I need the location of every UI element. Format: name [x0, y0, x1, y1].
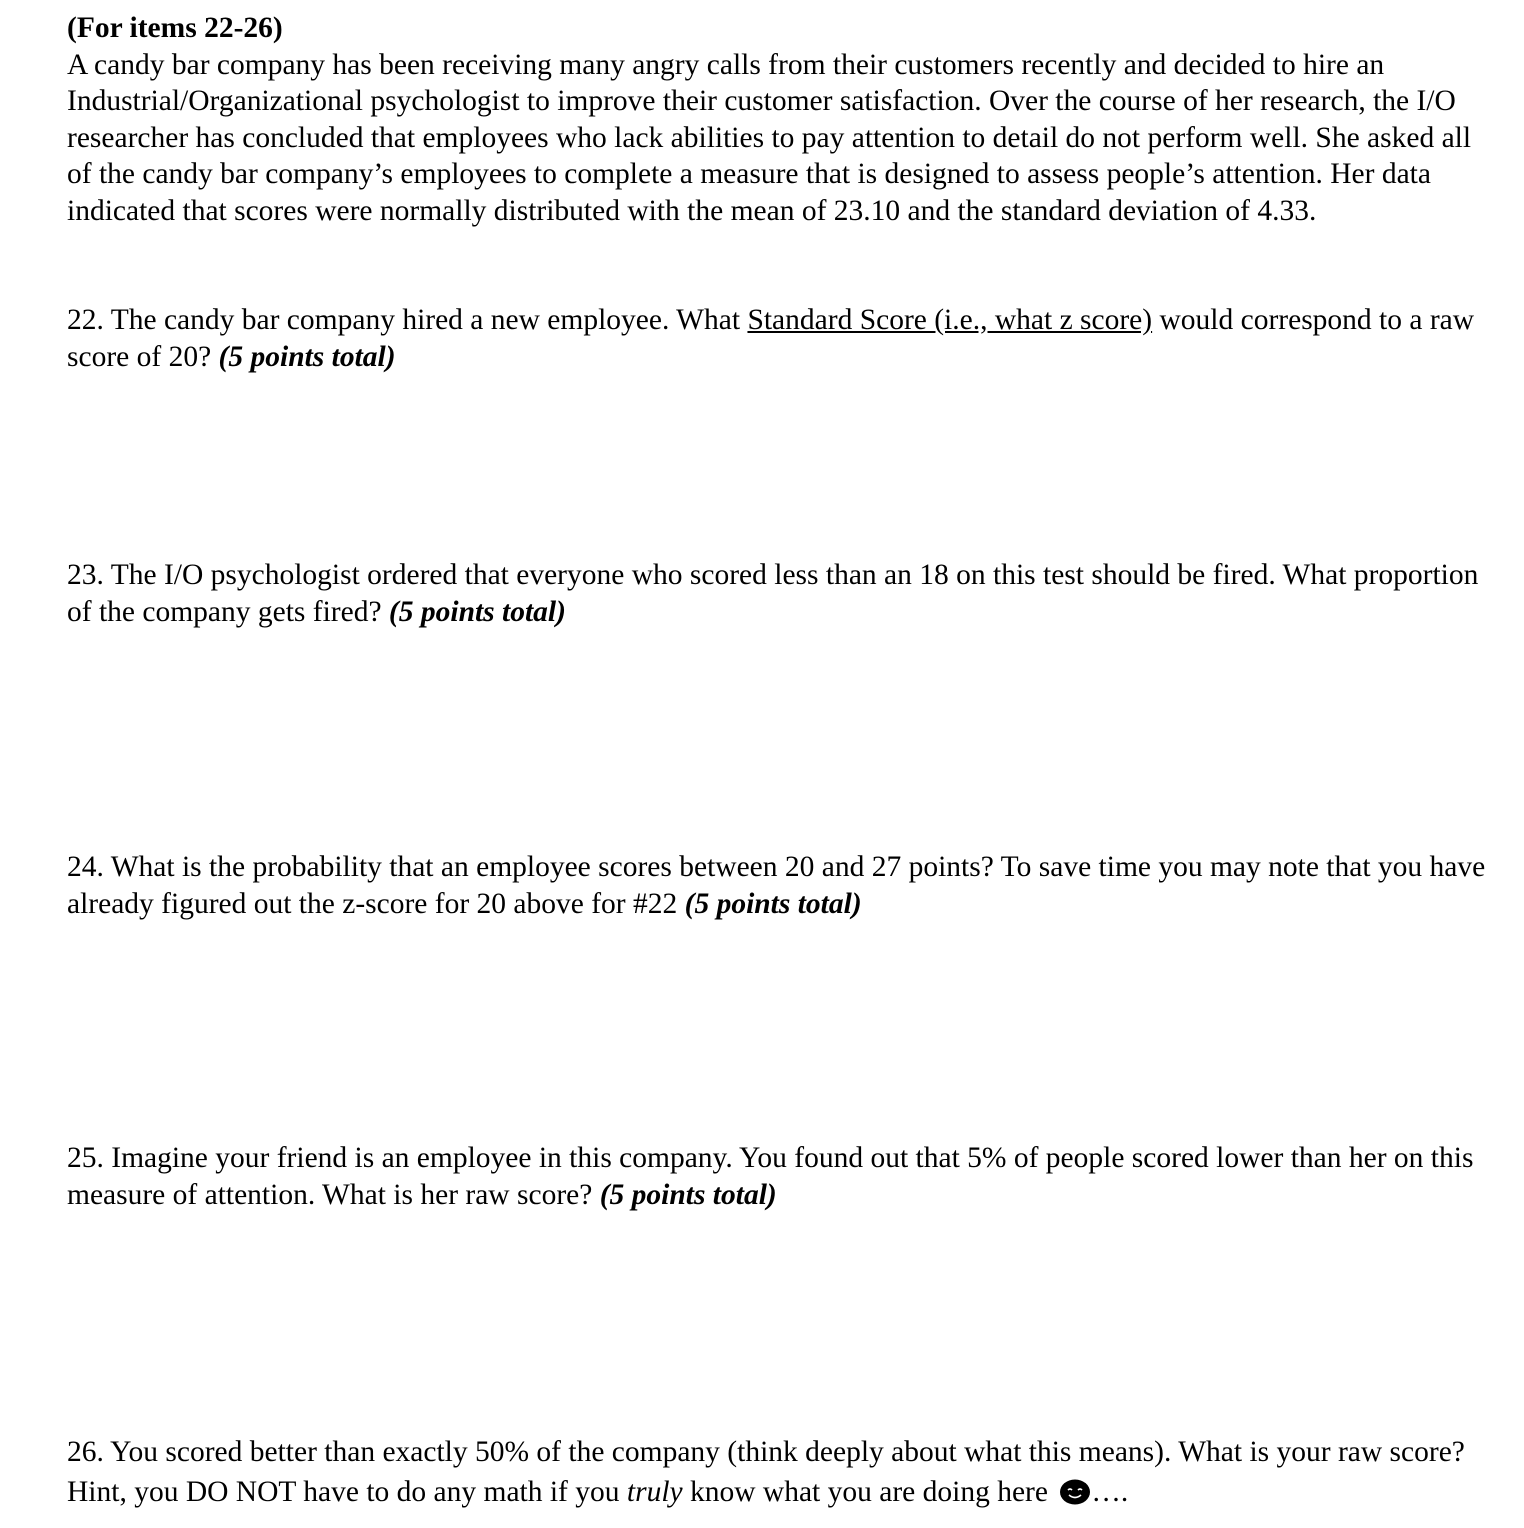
question-26-trailing: …. — [1091, 1476, 1129, 1508]
question-22-text-cont: would correspond to a raw score of 20? — [67, 304, 1475, 373]
question-25 — [67, 1140, 1497, 1213]
question-26-text-cont: know what you are doing here — [682, 1476, 1056, 1508]
question-23 — [67, 557, 1497, 630]
question-22-points: (5 points total) — [218, 340, 396, 373]
question-25-points: (5 points total) — [599, 1178, 777, 1211]
question-24-points: (5 points total) — [684, 887, 862, 920]
smiley-face-icon — [1059, 1476, 1091, 1504]
section-heading: (For items 22-26) — [67, 12, 283, 44]
question-26-text: 26. You scored better than exactly 50% of the company (think deeply about what this means). What is your raw score? Hint, you DO NOT have to do any math if you — [67, 1436, 1465, 1508]
question-23-text: 23. The I/O psychologist ordered that everyone who scored less than an 18 on this test should be fired. What proportion of the company gets fired? — [67, 559, 1479, 628]
question-25-text: 25. Imagine your friend is an employee in this company. You found out that 5% of people scored lower than her on this measure of attention. What is her raw score? — [67, 1142, 1474, 1211]
question-22-text: 22. The candy bar company hired a new employee. What — [67, 304, 748, 336]
question-22-underlined: Standard Score (i.e., what z score) — [747, 304, 1153, 336]
document-page — [67, 10, 1497, 1508]
question-24 — [67, 849, 1497, 922]
question-24-text: 24. What is the probability that an employee scores between 20 and 27 points? To save time you may note that you have already figured out the z-score for 20 above for #22 — [67, 851, 1486, 920]
question-23-points: (5 points total) — [388, 595, 566, 628]
question-26 — [67, 1432, 1497, 1512]
question-26-emphasis: truly — [626, 1476, 683, 1508]
intro-paragraph: A candy bar company has been receiving many angry calls from their customers recently and decided to hire an Industrial/Organizational psychologist to improve their customer satisfaction. Over the course of her research, the I/O researcher has concluded that employees who lack abilities to pay attention to detail do not perform well. She asked all of the candy bar company’s employees to complete a measure that is designed to assess people’s attention. Her data indicated that scores were normally distributed with the mean of 23.10 and the standard deviation of 4.33. — [67, 48, 1472, 227]
question-22 — [67, 302, 1497, 375]
